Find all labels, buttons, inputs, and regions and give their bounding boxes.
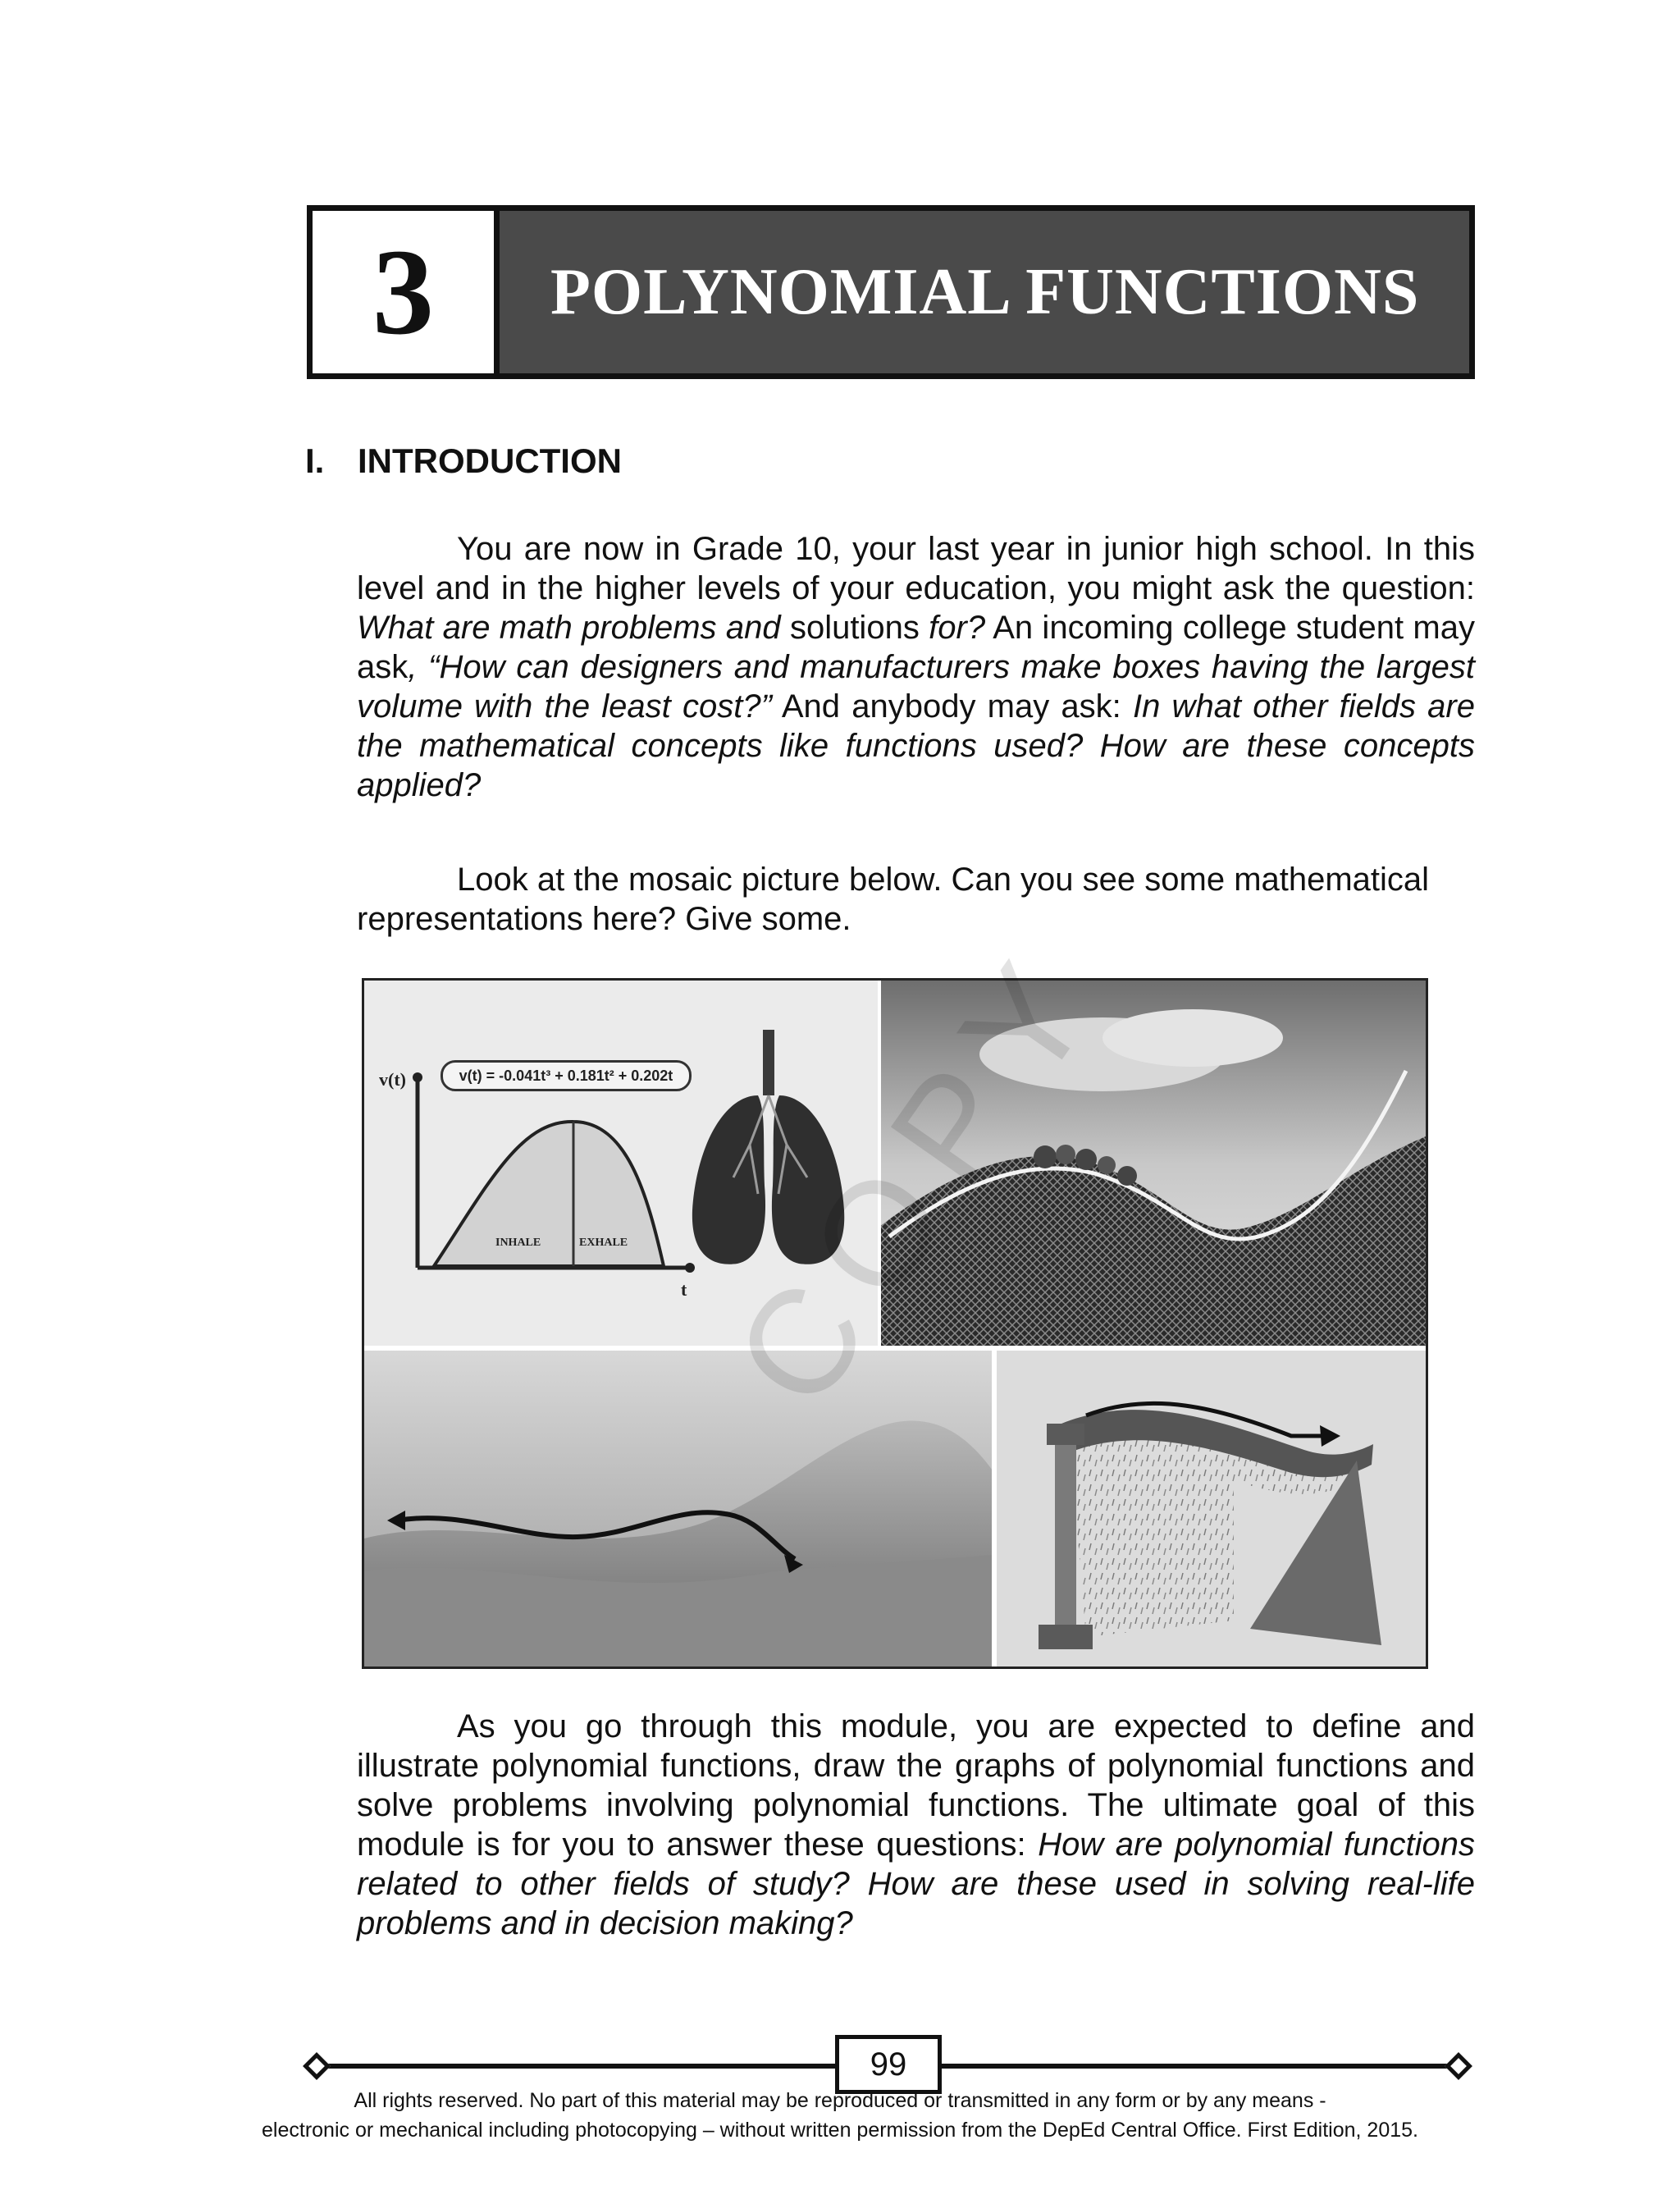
text-run-italic: In what other fields are the mathematical concepts like functions used? How are these concepts applied? [357,688,1475,803]
rights-notice-line-2: electronic or mechanical including photocopying – without written permission from the DepEd Central Office. First Edition, 2015. [262,2119,1418,2142]
footer-diamond-left [303,2052,331,2080]
text-run-italic: for? [929,610,986,646]
inhale-label: INHALE [495,1237,541,1249]
hill-image [879,981,1426,1348]
page-number: 99 [835,2035,942,2094]
text-run-italic: , “How can designers and manufacturers make boxes having the largest volume with the least cost?” [357,649,1475,725]
footer-diamond-right [1445,2052,1472,2080]
text-run-italic: What are math problems and [357,610,781,646]
mountain-image [364,1348,994,1667]
y-axis-label: v(t) [379,1069,406,1090]
formula-label: v(t) = -0.041t³ + 0.181t² + 0.202t [441,1060,692,1091]
rights-notice-line-1: All rights reserved. No part of this material may be reproduced or transmitted in any form or by any means - [354,2089,1326,2112]
section-title: INTRODUCTION [358,441,622,480]
intro-paragraph-2 [357,860,1475,939]
chapter-number: 3 [372,224,434,360]
section-heading [305,441,622,481]
section-number: I. [305,441,325,480]
text-run-italic: How are polynomial functions related to other fields of study? How are these used in solving real-life problems and in decision making? [357,1827,1476,1941]
chapter-banner [307,205,1475,379]
intro-paragraph-3 [357,1707,1475,1943]
chapter-title: POLYNOMIAL FUNCTIONS [550,255,1420,328]
x-axis-label: t [681,1279,687,1300]
intro-paragraph-1 [357,529,1475,805]
text-run: You are now in Grade 10, your last year in junior high school. In this level and in the higher levels of your education, you might ask the question: [357,531,1475,606]
exhale-label: EXHALE [579,1237,628,1249]
text-run: Look at the mosaic picture below. Can you see some mathematical representations here? Give some. [357,862,1430,937]
text-run: An incoming college student may ask [357,610,1475,685]
chapter-number-box [313,211,500,373]
mosaic-picture [362,978,1428,1669]
text-run: As you go through this module, you are expected to define and illustrate polynomial functions, draw the graphs of polynomial functions and solve problems involving polynomial functions. The ultimate goal of this module is for you to answer these questions: [357,1708,1475,1863]
text-run: solutions [780,610,929,646]
harp-image [994,1348,1426,1667]
text-run: And anybody may ask: [771,688,1133,725]
